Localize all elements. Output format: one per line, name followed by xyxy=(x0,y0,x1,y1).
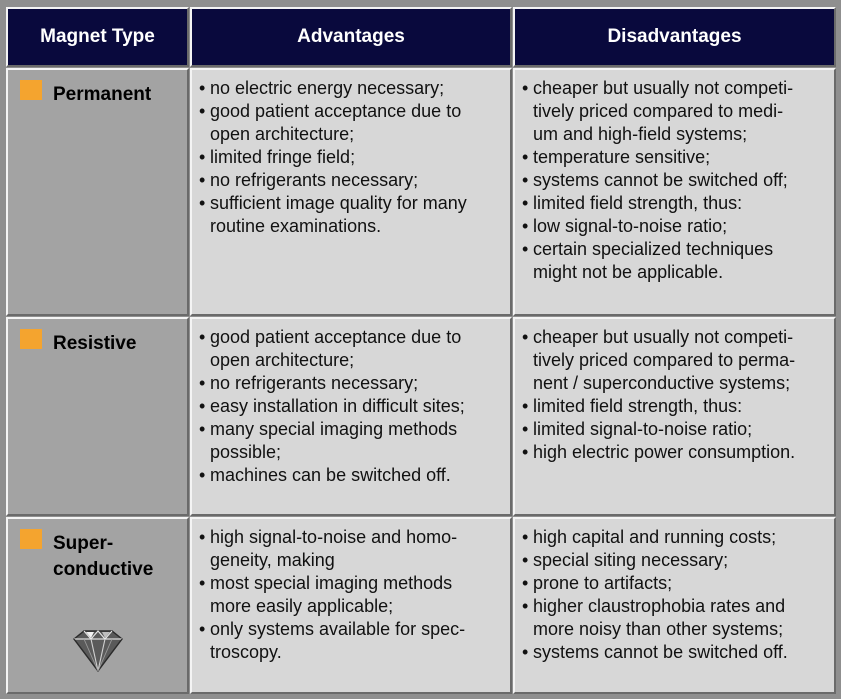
row-permanent-advantages xyxy=(190,68,512,316)
list-item: • high electric power consumption. xyxy=(523,441,830,464)
advantages-list xyxy=(200,77,506,238)
header-magnet-type-label: Magnet Type xyxy=(40,26,155,47)
magnet-type-name: Super- conductive xyxy=(53,533,154,580)
header-disadvantages xyxy=(513,7,836,67)
header-disadvantages-label: Disadvantages xyxy=(607,26,742,47)
list-item: • prone to artifacts; xyxy=(523,572,830,595)
list-item: • limited field strength, thus: xyxy=(523,395,830,418)
list-item: • cheaper but usually not competi- tively priced compared to perma- nent / superconductive systems; xyxy=(523,326,830,395)
orange-square-icon xyxy=(20,329,42,349)
row-superconductive-type xyxy=(6,517,189,694)
header-advantages xyxy=(190,7,512,67)
list-item: • cheaper but usually not competi- tively priced compared to medi- um and high-field systems; xyxy=(523,77,830,146)
advantages-list xyxy=(200,326,506,487)
list-item: • limited fringe field; xyxy=(200,146,506,169)
list-item: • low signal-to-noise ratio; xyxy=(523,215,830,238)
list-item: • no refrigerants necessary; xyxy=(200,372,506,395)
disadvantages-list xyxy=(523,77,830,284)
list-item: • easy installation in difficult sites; xyxy=(200,395,506,418)
row-permanent-disadvantages xyxy=(513,68,836,316)
row-superconductive-disadvantages xyxy=(513,517,836,694)
list-item: • certain specialized techniques might not be applicable. xyxy=(523,238,830,284)
list-item: • special siting necessary; xyxy=(523,549,830,572)
disadvantages-list xyxy=(523,526,830,664)
list-item: • good patient acceptance due to open architecture; xyxy=(200,100,506,146)
advantages-list xyxy=(200,526,506,664)
disadvantages-list xyxy=(523,326,830,464)
list-item: • limited field strength, thus: xyxy=(523,192,830,215)
row-resistive-advantages xyxy=(190,317,512,516)
orange-square-icon xyxy=(20,529,42,549)
list-item: • good patient acceptance due to open architecture; xyxy=(200,326,506,372)
list-item: • systems cannot be switched off; xyxy=(523,169,830,192)
magnet-type-name: Resistive xyxy=(53,333,137,354)
list-item: • high capital and running costs; xyxy=(523,526,830,549)
row-permanent-type xyxy=(6,68,189,316)
row-resistive-type xyxy=(6,317,189,516)
list-item: • high signal-to-noise and homo- geneity, making xyxy=(200,526,506,572)
list-item: • many special imaging methods possible; xyxy=(200,418,506,464)
list-item: • no refrigerants necessary; xyxy=(200,169,506,192)
row-resistive-disadvantages xyxy=(513,317,836,516)
list-item: • higher claustrophobia rates and more noisy than other systems; xyxy=(523,595,830,641)
list-item: • sufficient image quality for many routine examinations. xyxy=(200,192,506,238)
list-item: • most special imaging methods more easily applicable; xyxy=(200,572,506,618)
list-item: • machines can be switched off. xyxy=(200,464,506,487)
row-superconductive-advantages xyxy=(190,517,512,694)
list-item: • temperature sensitive; xyxy=(523,146,830,169)
list-item: • only systems available for spec- troscopy. xyxy=(200,618,506,664)
list-item: • no electric energy necessary; xyxy=(200,77,506,100)
header-magnet-type xyxy=(6,7,189,67)
list-item: • limited signal-to-noise ratio; xyxy=(523,418,830,441)
header-advantages-label: Advantages xyxy=(297,26,405,47)
diamond-icon xyxy=(72,627,124,673)
magnet-type-name: Permanent xyxy=(53,84,152,105)
list-item: • systems cannot be switched off. xyxy=(523,641,830,664)
orange-square-icon xyxy=(20,80,42,100)
